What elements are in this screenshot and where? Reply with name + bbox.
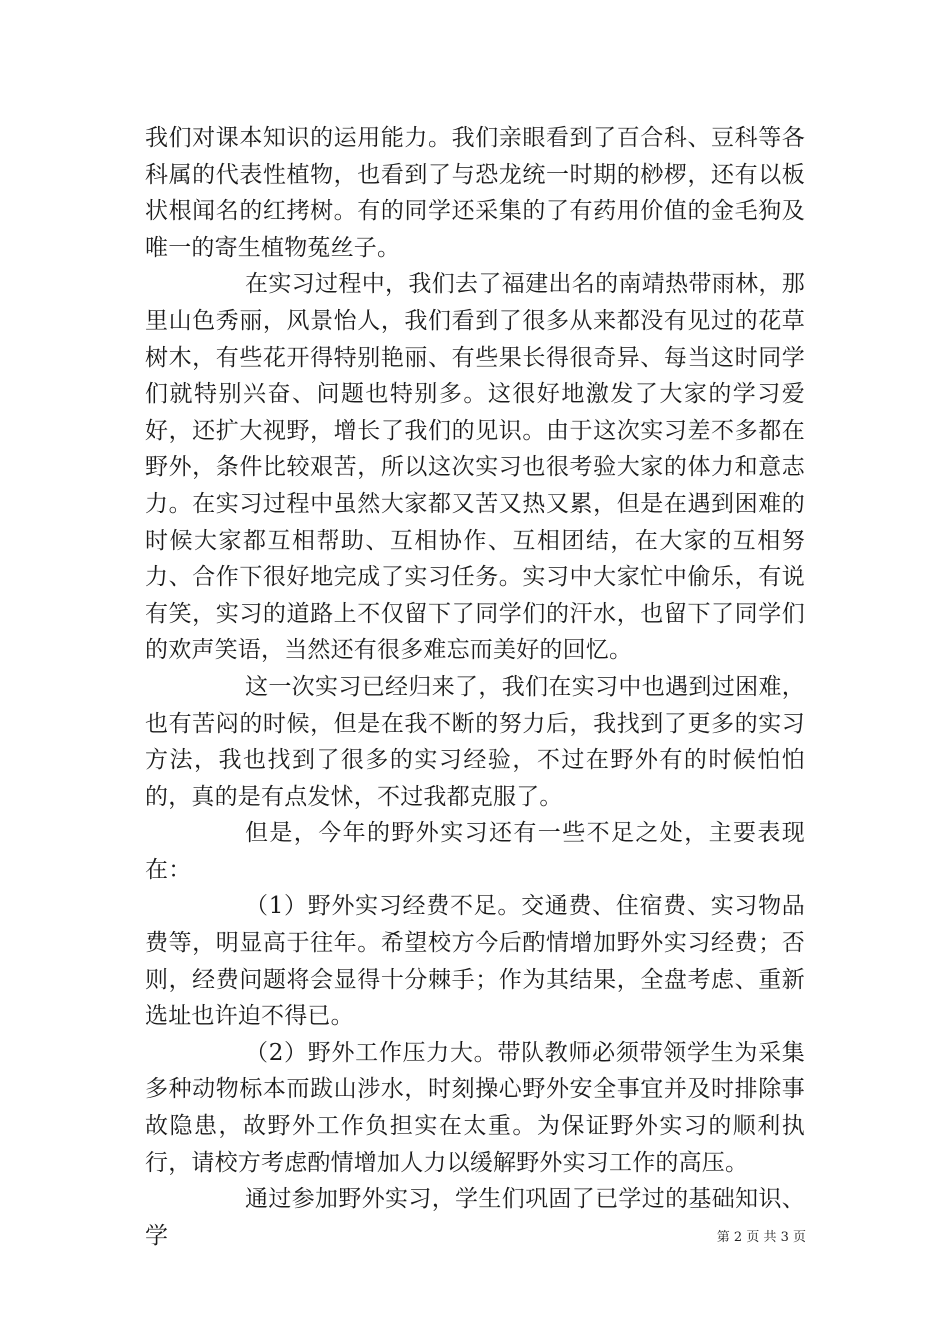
paragraph-conclusion: 通过参加野外实习，学生们巩固了已学过的基础知识、学 [145, 1186, 805, 1249]
list-item-workload: （2）野外工作压力大。带队教师必须带领学生为采集多种动物标本而跋山涉水，时刻操心野外安全事宜并及时排除事故隐患，故野外工作负担实在太重。为保证野外实习的顺利执行，请校方考虑酌情增加人力以缓解野外实习工作的高压。 [145, 1039, 805, 1176]
paragraph-continuation: 我们对课本知识的运用能力。我们亲眼看到了百合科、豆科等各科属的代表性植物，也看到了与恐龙统一时期的桫椤，还有以板状根闻名的红拷树。有的同学还采集的了有药用价值的金毛狗及唯一的寄生植物菟丝子。 [145, 125, 805, 261]
page-number: 第 2 页 共 3 页 [716, 1230, 806, 1245]
paragraph-return: 这一次实习已经归来了，我们在实习中也遇到过困难，也有苦闷的时候，但是在我不断的努力后，我找到了更多的实习方法，我也找到了很多的实习经验，不过在野外有的时候怕怕的，真的是有点发怵，不过我都克服了。 [145, 673, 805, 810]
paragraph-rainforest: 在实习过程中，我们去了福建出名的南靖热带雨林，那里山色秀丽，风景怡人，我们看到了很多从来都没有见过的花草树木，有些花开得特别艳丽、有些果长得很奇异、每当这时同学们就特别兴奋、问题也特别多。这很好地激发了大家的学习爱好，还扩大视野，增长了我们的见识。由于这次实习差不多都在野外，条件比较艰苦，所以这次实习也很考验大家的体力和意志力。在实习过程中虽然大家都又苦又热又累，但是在遇到困难的时候大家都互相帮助、互相协作、互相团结，在大家的互相努力、合作下很好地完成了实习任务。实习中大家忙中偷乐，有说有笑，实习的道路上不仅留下了同学们的汗水，也留下了同学们的欢声笑语，当然还有很多难忘而美好的回忆。 [145, 271, 805, 664]
document-body [145, 120, 805, 1254]
paragraph-shortcomings: 但是，今年的野外实习还有一些不足之处，主要表现在： [145, 820, 805, 883]
list-item-funding: （1）野外实习经费不足。交通费、住宿费、实习物品费等，明显高于往年。希望校方今后酌情增加野外实习经费；否则，经费问题将会显得十分棘手；作为其结果，全盘考虑、重新选址也许迫不得已。 [145, 893, 805, 1030]
